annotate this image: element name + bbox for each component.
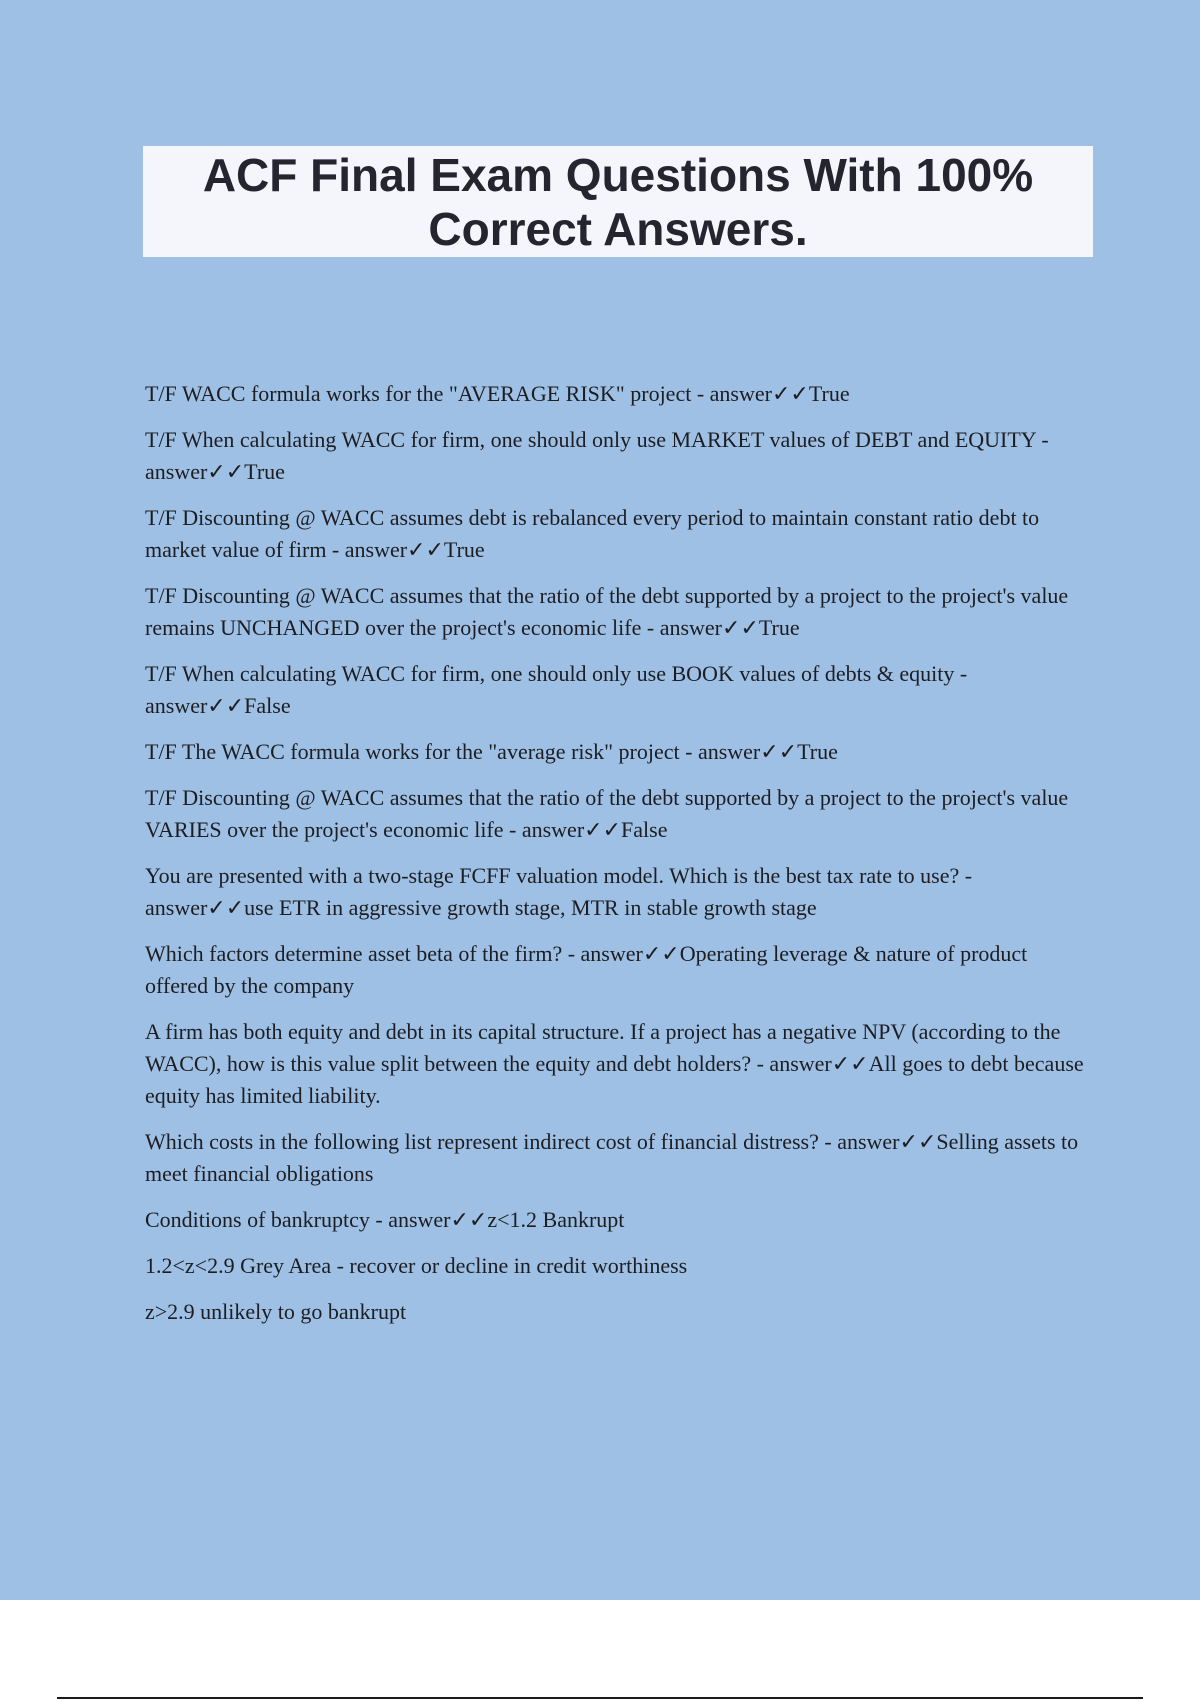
qa-item: z>2.9 unlikely to go bankrupt xyxy=(145,1299,407,1324)
title-banner xyxy=(143,146,1093,257)
page-title-line-2: Correct Answers. xyxy=(428,202,808,255)
qa-item: T/F Discounting @ WACC assumes that the ratio of the debt supported by a project to the project's value VARIES over the project's economic life - answer✓✓False xyxy=(145,785,1069,842)
qa-item: T/F Discounting @ WACC assumes that the ratio of the debt supported by a project to the project's value remains UNCHANGED over the project's economic life - answer✓✓True xyxy=(145,583,1069,640)
qa-item: T/F When calculating WACC for firm, one should only use MARKET values of DEBT and EQUITY - answer✓✓True xyxy=(145,427,1049,484)
qa-item: T/F The WACC formula works for the "average risk" project - answer✓✓True xyxy=(145,739,838,764)
qa-item: 1.2<z<2.9 Grey Area - recover or decline in credit worthiness xyxy=(145,1253,688,1278)
qa-item: T/F Discounting @ WACC assumes debt is rebalanced every period to maintain constant ratio debt to market value of firm - answer✓✓True xyxy=(145,505,1040,562)
qa-item: You are presented with a two-stage FCFF valuation model. Which is the best tax rate to use? - answer✓✓use ETR in aggressive growth stage, MTR in stable growth stage xyxy=(145,863,973,920)
qa-item: Which costs in the following list represent indirect cost of financial distress? - answer✓✓Selling assets to meet financial obligations xyxy=(145,1129,1079,1186)
page-title-line-1: ACF Final Exam Questions With 100% xyxy=(202,148,1034,201)
qa-item: Conditions of bankruptcy - answer✓✓z<1.2 Bankrupt xyxy=(145,1207,625,1232)
qa-item: A firm has both equity and debt in its capital structure. If a project has a negative NPV (according to the WACC), how is this value split between the equity and debt holders? - answer✓✓All goes to debt because equity has limited liability. xyxy=(145,1019,1084,1108)
page-footer-rule xyxy=(57,1697,1143,1699)
qa-item: T/F When calculating WACC for firm, one should only use BOOK values of debts & equity - answer✓✓False xyxy=(145,661,968,718)
qa-item: T/F WACC formula works for the "AVERAGE RISK" project - answer✓✓True xyxy=(145,381,850,406)
question-answer-list xyxy=(145,378,1090,1342)
qa-item: Which factors determine asset beta of the firm? - answer✓✓Operating leverage & nature of product offered by the company xyxy=(145,941,1028,998)
